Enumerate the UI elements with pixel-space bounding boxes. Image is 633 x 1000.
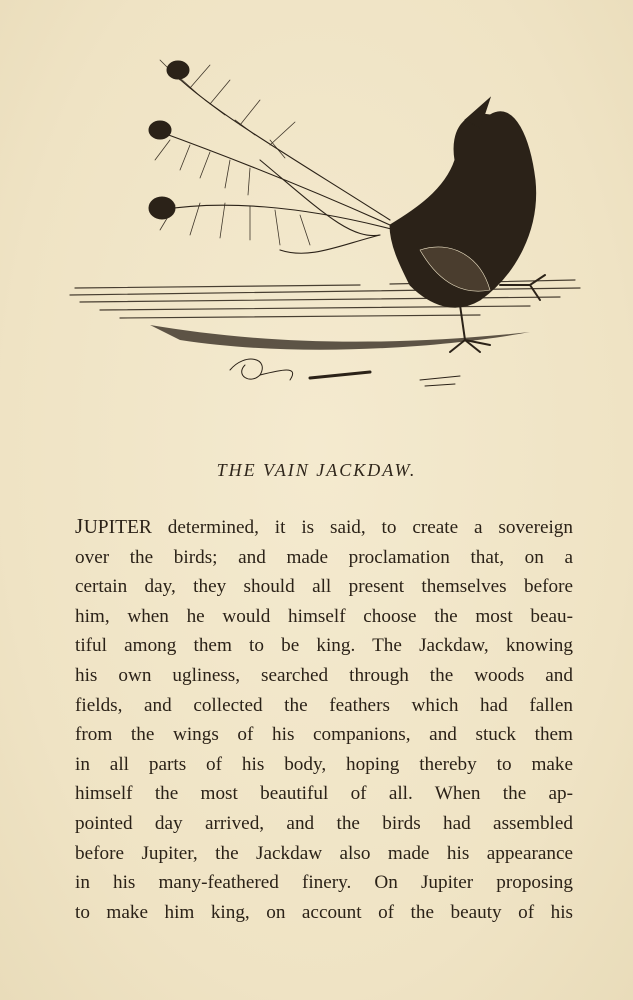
text-line: over the birds; and made proclamation that, on a <box>75 546 573 568</box>
text-line: himself the most beautiful of all. When the ap- <box>75 783 573 805</box>
peacock-feathers <box>155 60 395 253</box>
text-line: tiful among them to be king. The Jackdaw, knowing <box>75 635 573 657</box>
text-line: in all parts of his body, hoping thereby to make <box>75 753 573 775</box>
text-line: to make him king, on account of the beauty of his <box>75 901 573 923</box>
ground-flourish <box>230 359 460 386</box>
first-word-rest: UPITER <box>83 517 152 538</box>
fable-title: THE VAIN JACKDAW. <box>216 460 417 480</box>
text-line: his own ugliness, searched through the woods and <box>75 664 573 686</box>
text-line: him, when he would himself choose the most beau- <box>75 605 573 627</box>
text-line: fields, and collected the feathers which had fallen <box>75 694 573 716</box>
feather-eye-bottom <box>149 197 175 219</box>
text-line: certain day, they should all present themselves before <box>75 576 573 598</box>
fable-text <box>75 512 573 927</box>
text-line: from the wings of his companions, and stuck them <box>75 724 573 746</box>
initial-letter: J <box>75 514 84 538</box>
text-line: JUPITER determined, it is said, to create a sovereign <box>75 514 573 538</box>
text-line: in his many-feathered finery. On Jupiter proposing <box>75 872 573 894</box>
text-line: pointed day arrived, and the birds had assembled <box>75 812 573 834</box>
feather-eye-middle <box>149 121 171 139</box>
text-line: before Jupiter, the Jackdaw also made his appearance <box>75 842 573 864</box>
jackdaw-engraving <box>60 40 590 400</box>
feather-eye-top <box>167 61 189 79</box>
